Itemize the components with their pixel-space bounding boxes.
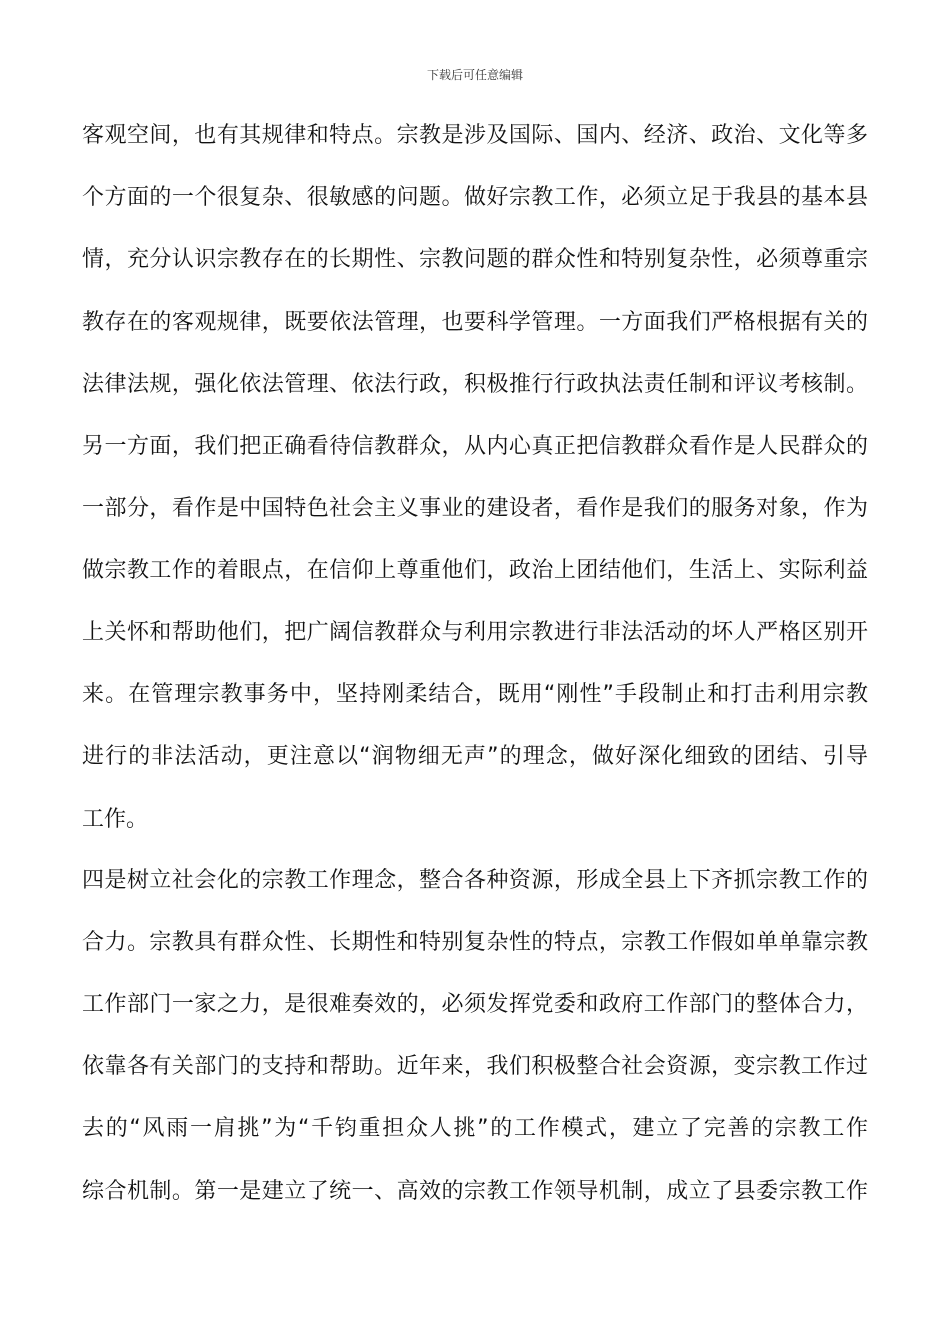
text-line-11: 进行的非法活动，更注意以“润物细无声”的理念，做好深化细致的团结、引导 [82,744,868,769]
text-line-7: 一部分，看作是中国特色社会主义事业的建设者，看作是我们的服务对象，作为 [82,496,868,521]
text-line-1: 客观空间，也有其规律和特点。宗教是涉及国际、国内、经济、政治、文化等多 [82,123,868,148]
text-line-18: 综合机制。第一是建立了统一、高效的宗教工作领导机制，成立了县委宗教工作 [82,1179,868,1204]
text-line-10: 来。在管理宗教事务中，坚持刚柔结合，既用“刚性”手段制止和打击利用宗教 [82,682,868,707]
text-line-17: 去的“风雨一肩挑”为“千钧重担众人挑”的工作模式，建立了完善的宗教工作 [82,1116,868,1141]
text-line-12: 工作。 [82,807,149,832]
text-line-3: 情，充分认识宗教存在的长期性、宗教问题的群众性和特别复杂性，必须尊重宗 [82,247,868,272]
text-line-2: 个方面的一个很复杂、很敏感的问题。做好宗教工作，必须立足于我县的基本县 [82,185,868,210]
text-line-4: 教存在的客观规律，既要依法管理，也要科学管理。一方面我们严格根据有关的 [82,310,868,335]
page-header: 下载后可任意编辑 [426,68,523,82]
text-line-14: 合力。宗教具有群众性、长期性和特别复杂性的特点，宗教工作假如单单靠宗教 [82,930,868,955]
text-line-6: 另一方面，我们把正确看待信教群众，从内心真正把信教群众看作是人民群众的 [82,434,868,459]
text-line-16: 依靠各有关部门的支持和帮助。近年来，我们积极整合社会资源，变宗教工作过 [82,1054,868,1079]
text-line-9: 上关怀和帮助他们，把广阔信教群众与利用宗教进行非法活动的坏人严格区别开 [82,620,868,645]
text-line-8: 做宗教工作的着眼点，在信仰上尊重他们，政治上团结他们，生活上、实际利益 [82,558,868,583]
text-line-13: 四是树立社会化的宗教工作理念，整合各种资源，形成全县上下齐抓宗教工作的 [82,868,868,893]
text-line-15: 工作部门一家之力，是很难奏效的，必须发挥党委和政府工作部门的整体合力， [82,992,868,1017]
text-line-5: 法律法规，强化依法管理、依法行政，积极推行行政执法责任制和评议考核制。 [82,372,868,397]
